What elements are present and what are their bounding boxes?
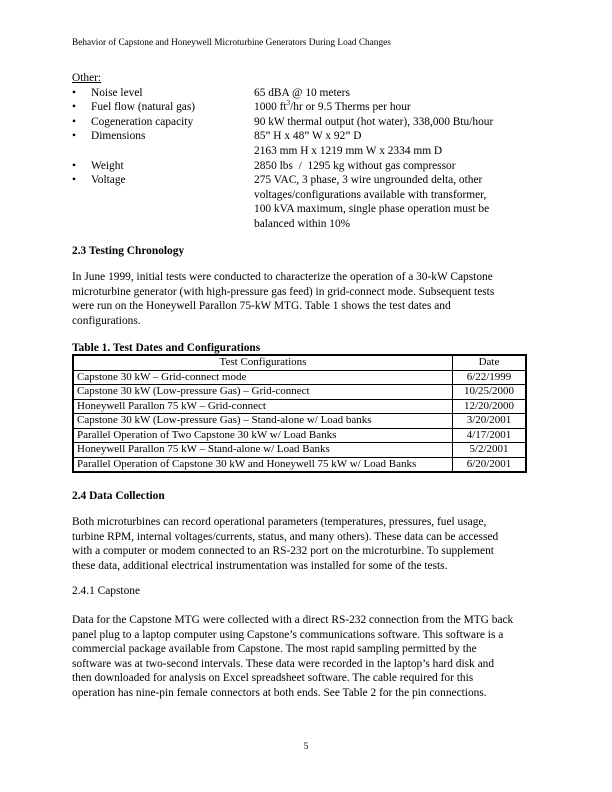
spec-value-line: 85” H x 48” W x 92” D <box>254 130 362 143</box>
table-row <box>73 399 526 414</box>
table-cell-configuration: Honeywell Parallon 75 kW – Stand-alone w/ Load Banks <box>73 443 453 458</box>
spec-row-cogeneration <box>72 115 542 130</box>
table-header-row <box>73 355 526 370</box>
table-row <box>73 385 526 400</box>
paragraph-line: configurations. <box>72 314 141 327</box>
paragraph-line: panel plug to a laptop computer using Capstone’s communications software. This software is a <box>72 628 504 641</box>
table-cell-date: 4/17/2001 <box>453 428 527 443</box>
table-row <box>73 414 526 429</box>
bullet-icon: • <box>72 115 76 128</box>
table-cell-date: 6/20/2001 <box>453 457 527 472</box>
spec-label: Weight <box>91 159 124 172</box>
specs-heading: Other: <box>72 72 102 84</box>
spec-label: Voltage <box>91 174 126 187</box>
spec-value: 65 dBA @ 10 meters <box>254 86 350 99</box>
spec-row-noise <box>72 86 542 101</box>
spec-value-line: voltages/configurations available with transformer, <box>254 188 487 201</box>
spec-row-fuel-flow <box>72 100 542 115</box>
paragraph-testing-chronology <box>72 270 540 328</box>
spec-value: 2850 lbs / 1295 kg without gas compressor <box>254 159 456 172</box>
table-title: Table 1. Test Dates and Configurations <box>72 342 261 354</box>
paragraph-data-collection <box>72 515 540 573</box>
table-row <box>73 457 526 472</box>
bullet-icon: • <box>72 130 76 143</box>
spec-label: Noise level <box>91 86 143 99</box>
table-cell-date: 3/20/2001 <box>453 414 527 429</box>
table-cell-configuration: Parallel Operation of Two Capstone 30 kW w/ Load Banks <box>73 428 453 443</box>
spec-row-weight <box>72 159 542 174</box>
paragraph-line: were run on the Honeywell Parallon 75-kW MTG. Table 1 shows the test dates and <box>72 300 451 313</box>
spec-label: Dimensions <box>91 130 146 143</box>
subsection-heading-capstone: 2.4.1 Capstone <box>72 585 141 597</box>
table-cell-date: 10/25/2000 <box>453 385 527 400</box>
test-dates-table <box>72 354 527 473</box>
spec-value-line: 275 VAC, 3 phase, 3 wire ungrounded delta, other <box>254 174 483 187</box>
specifications-list <box>72 71 542 232</box>
bullet-icon: • <box>72 174 76 187</box>
spec-label: Fuel flow (natural gas) <box>91 101 196 114</box>
table-cell-configuration: Capstone 30 kW (Low-pressure Gas) – Grid-connect <box>73 385 453 400</box>
paragraph-line: with a computer or modem connected to an RS-232 port on the microturbine. To supplement <box>72 545 494 558</box>
paragraph-line: operation has nine-pin female connectors at both ends. See Table 2 for the pin connections. <box>72 686 487 699</box>
spec-value <box>254 173 540 231</box>
paragraph-line: these data, additional electrical instrumentation was installed for some of the tests. <box>72 559 448 572</box>
bullet-icon: • <box>72 159 76 172</box>
spec-value-fuel-flow: 1000 $ft^3/hr$ or 9.5 Therms per hour <box>254 99 411 114</box>
spec-row-dimensions <box>72 129 542 158</box>
paragraph-line: then downloaded for analysis on Excel spreadsheet software. The cable required for this <box>72 672 474 685</box>
bullet-icon: • <box>72 101 76 114</box>
paragraph-line: microturbine generator (with high-pressure gas feed) in grid-connect mode. Subsequent tests <box>72 285 495 298</box>
paragraph-line: software was at two-second intervals. These data were recorded in the laptop’s hard disk and <box>72 657 495 670</box>
section-heading-testing-chronology: 2.3 Testing Chronology <box>72 245 185 257</box>
table-cell-configuration: Parallel Operation of Capstone 30 kW and Honeywell 75 kW w/ Load Banks <box>73 457 453 472</box>
table-row <box>73 443 526 458</box>
table-cell-date: 5/2/2001 <box>453 443 527 458</box>
spec-value-line: 100 kVA maximum, single phase operation must be <box>254 203 490 216</box>
column-header-date: Date <box>453 355 527 370</box>
table-row <box>73 428 526 443</box>
paragraph-line: In June 1999, initial tests were conducted to characterize the operation of a 30-kW Capstone <box>72 271 493 283</box>
section-heading-data-collection: 2.4 Data Collection <box>72 490 165 502</box>
spec-value <box>254 129 540 158</box>
spec-value-line: 2163 mm H x 1219 mm W x 2334 mm D <box>254 144 443 157</box>
table-cell-configuration: Capstone 30 kW – Grid-connect mode <box>73 370 453 385</box>
paragraph-line: Data for the Capstone MTG were collected with a direct RS-232 connection from the MTG back <box>72 614 514 626</box>
paragraph-line: turbine RPM, internal voltages/currents, status, and many others). These data can be accessed <box>72 530 499 543</box>
table-row <box>73 370 526 385</box>
table-cell-configuration: Capstone 30 kW (Low-pressure Gas) – Stand-alone w/ Load banks <box>73 414 453 429</box>
table-cell-date: 6/22/1999 <box>453 370 527 385</box>
spec-value-line: balanced within 10% <box>254 217 351 230</box>
table-cell-date: 12/20/2000 <box>453 399 527 414</box>
spec-label: Cogeneration capacity <box>91 115 194 128</box>
bullet-icon: • <box>72 86 76 99</box>
paragraph-capstone <box>72 613 540 701</box>
paragraph-line: Both microturbines can record operational parameters (temperatures, pressures, fuel usage, <box>72 516 487 528</box>
column-header-configurations: Test Configurations <box>73 355 453 370</box>
page-number: 5 <box>303 742 309 752</box>
table-cell-configuration: Honeywell Parallon 75 kW – Grid-connect <box>73 399 453 414</box>
running-header: Behavior of Capstone and Honeywell Microturbine Generators During Load Changes <box>72 38 391 48</box>
spec-row-voltage <box>72 173 542 231</box>
spec-value: 90 kW thermal output (hot water), 338,000 Btu/hour <box>254 115 494 128</box>
paragraph-line: commercial package available from Capstone. The most rapid sampling permitted by the <box>72 643 477 656</box>
